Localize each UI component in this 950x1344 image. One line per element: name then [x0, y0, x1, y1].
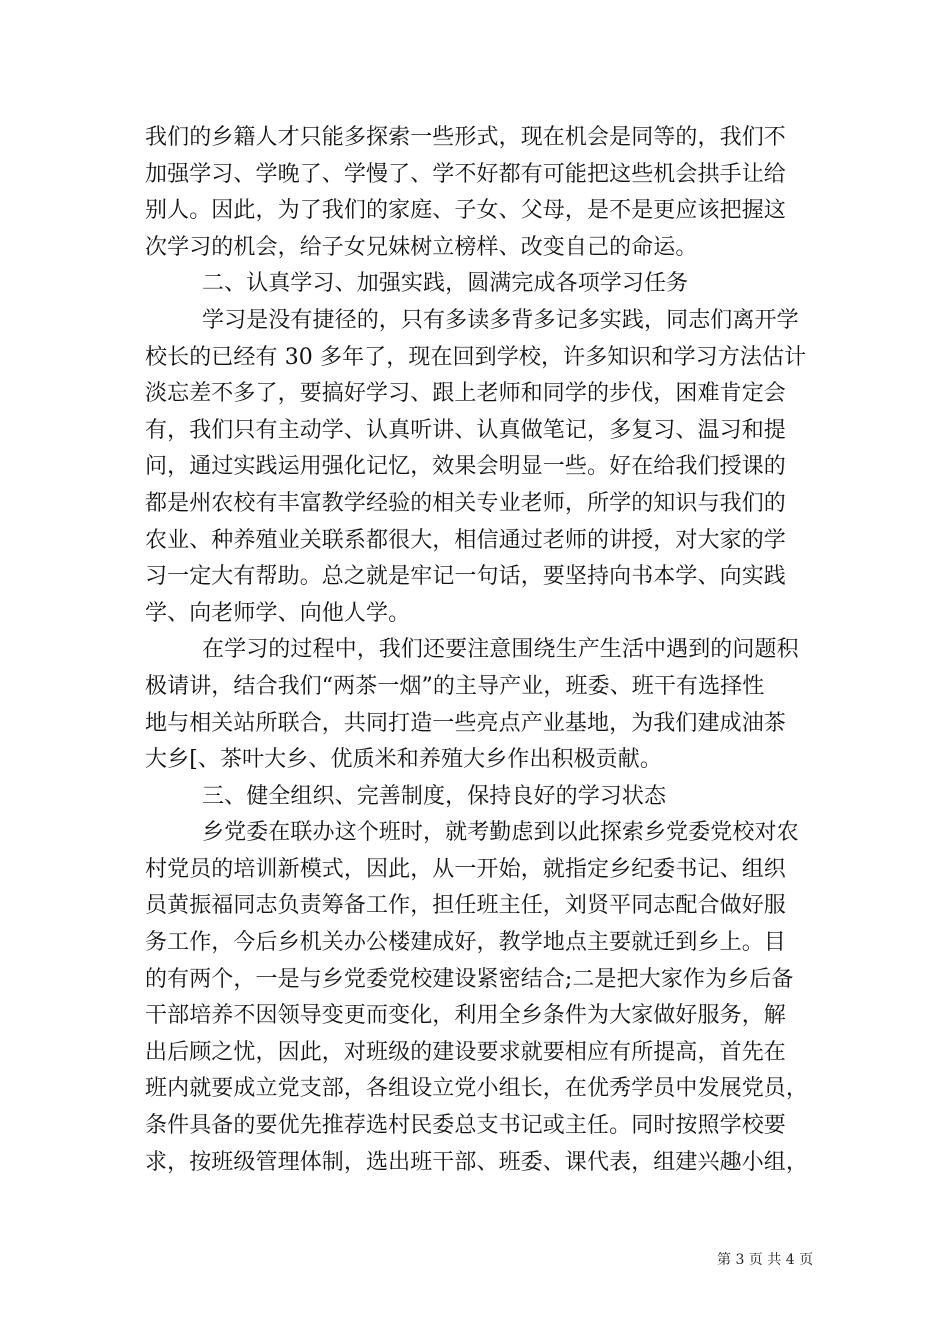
text-line: 员黄振福同志负责筹备工作，担任班主任，刘贤平同志配合做好服 [145, 893, 786, 919]
text-line: 出后顾之忧，因此，对班级的建设要求就要相应有所提高，首先在 [145, 1039, 786, 1065]
text-line: 加强学习、学晚了、学慢了、学不好都有可能把这些机会拱手让给 [145, 161, 786, 187]
text-line: 有，我们只有主动学、认真听讲、认真做笔记，多复习、温习和提 [145, 417, 786, 443]
text-line: 淡忘差不多了，要搞好学习、跟上老师和同学的步伐，困难肯定会 [145, 381, 786, 407]
text-line: 别人。因此，为了我们的家庭、子女、父母，是不是更应该把握这 [145, 198, 786, 224]
text-line: 我们的乡籍人才只能多探索一些形式，现在机会是同等的，我们不 [145, 125, 786, 150]
section-heading: 三、健全组织、完善制度，保持良好的学习状态 [202, 783, 667, 809]
text-line: 务工作，今后乡机关办公楼建成好，教学地点主要就迁到乡上。目 [145, 930, 786, 956]
text-line: 求，按班级管理体制，选出班干部、班委、课代表，组建兴趣小组， [145, 1149, 809, 1175]
text-line: 班内就要成立党支部，各组设立党小组长，在优秀学员中发展党员， [145, 1076, 809, 1102]
text-line: 条件具备的要优先推荐选村民委总支书记或主任。同时按照学校要 [145, 1113, 786, 1139]
text-line: 次学习的机会，给子女兄妹树立榜样、改变自己的命运。 [145, 234, 698, 260]
text-line: 干部培养不因领导变更而变化，利用全乡条件为大家做好服务，解 [145, 1003, 786, 1029]
paragraph-first-line: 乡党委在联办这个班时，就考勤虑到以此探索乡党委党校对农 [202, 820, 799, 846]
text-line: 问，通过实践运用强化记忆，效果会明显一些。好在给我们授课的 [145, 454, 786, 480]
paragraph-first-line: 学习是没有捷径的，只有多读多背多记多实践，同志们离开学 [202, 307, 799, 333]
text-line: 习一定大有帮助。总之就是牢记一句话，要坚持向书本学、向实践 [145, 564, 786, 590]
text-line: 农业、种养殖业关联系都很大，相信通过老师的讲授，对大家的学 [145, 527, 786, 553]
page-number: 第 3 页 共 4 页 [717, 1252, 814, 1268]
paragraph-first-line: 在学习的过程中，我们还要注意围绕生产生活中遇到的问题积 [202, 637, 799, 663]
document-body [145, 120, 811, 1181]
text-line: 的有两个，一是与乡党委党校建设紧密结合;二是把大家作为乡后备 [145, 966, 794, 992]
text-line: 村党员的培训新模式，因此，从一开始，就指定乡纪委书记、组织 [145, 856, 786, 882]
text-line: 学、向老师学、向他人学。 [145, 600, 411, 626]
text-line: 大乡[、茶叶大乡、优质米和养殖大乡作出积极贡献。 [145, 747, 662, 773]
section-heading: 二、认真学习、加强实践，圆满完成各项学习任务 [202, 271, 689, 297]
text-line: 地与相关站所联合，共同打造一些亮点产业基地，为我们建成油茶 [145, 710, 786, 736]
text-line: 极请讲，结合我们“两茶一烟”的主导产业，班委、班干有选择性 [145, 673, 765, 699]
text-line: 校长的已经有 30 多年了，现在回到学校，许多知识和学习方法估计 [145, 344, 807, 370]
text-line: 都是州农校有丰富教学经验的相关专业老师，所学的知识与我们的 [145, 490, 786, 516]
